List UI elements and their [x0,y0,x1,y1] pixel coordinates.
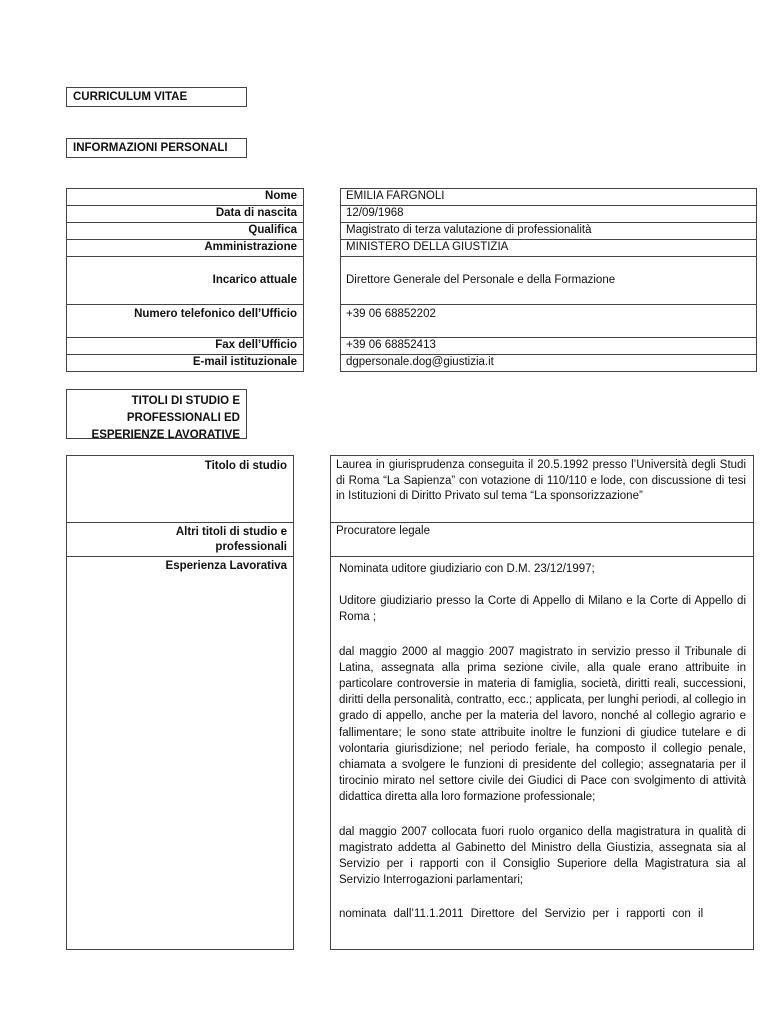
studies-header: TITOLI DI STUDIO E PROFESSIONALI ED ESPERIENZE LAVORATIVE [66,389,247,439]
cv-title: CURRICULUM VITAE [66,87,247,107]
row-data-nascita [67,206,757,223]
personal-info-header: INFORMAZIONI PERSONALI [66,138,247,158]
value-titolo-studio: Laurea in giurisprudenza conseguita il 20.5.1992 presso l’Università degli Studi di Roma “La Sapienza” con votazione di 110/110 e lode, con discussione di tesi in Istituzioni di Diritto Privato sul tema “La sponsorizzazione” [331,456,754,523]
value-altri-titoli: Procuratore legale [331,523,754,557]
experience-paragraph: Uditore giudiziario presso la Corte di Appello di Milano e la Corte di Appello di Roma ; [339,595,746,624]
row-email [67,355,757,372]
row-telefono [67,305,757,338]
row-amministrazione [67,240,757,257]
experience-paragraph: nominata dall’11.1.2011 Direttore del Servizio per i rapporti con il [339,908,704,921]
row-incarico [67,257,757,305]
row-nome [67,189,757,206]
value-telefono: +39 06 68852202 [341,305,757,338]
row-fax [67,338,757,355]
label-esperienza: Esperienza Lavorativa [67,557,294,950]
personal-info-table [66,188,757,372]
row-esperienza [67,557,754,950]
label-titolo-studio: Titolo di studio [67,456,294,523]
label-fax: Fax dell’Ufficio [67,338,304,355]
value-data-nascita: 12/09/1968 [341,206,757,223]
row-qualifica [67,223,757,240]
value-incarico: Direttore Generale del Personale e della Formazione [341,257,757,305]
label-nome: Nome [67,189,304,206]
value-qualifica: Magistrato di terza valutazione di professionalità [341,223,757,240]
label-amministrazione: Amministrazione [67,240,304,257]
label-email: E-mail istituzionale [67,355,304,372]
studies-table [66,455,754,950]
value-esperienza [331,557,754,950]
experience-paragraph: dal maggio 2007 collocata fuori ruolo organico della magistratura in qualità di magistrato addetta al Gabinetto del Ministro della Giustizia, assegnata sia al Servizio per i rapporti con il Consiglio Superiore della Magistratura sia al Servizio Interrogazioni parlamentari; [339,825,746,887]
label-data-nascita: Data di nascita [67,206,304,223]
value-email: dgpersonale.dog@giustizia.it [341,355,757,372]
experience-paragraph: dal maggio 2000 al maggio 2007 magistrato in servizio presso il Tribunale di Latina, assegnata alla prima sezione civile, alla quale erano attribuite in particolare controversie in materia di famiglia, società, diritti reali, successioni, diritti della personalità, contratto, ecc.; applicata, per lunghi periodi, al collegio in grado di appello, anche per la materia del lavoro, nonché al collegio agrario e fallimentare; le sono state attribuite inoltre le funzioni di giudice tutelare e di volontaria giurisdizione; nel periodo feriale, ha composto il collegio penale, chiamata a svolgere le funzioni di presidente del collegio; assegnataria per il tirocinio mirato nel settore civile dei Giudici di Pace con svolgimento di attività didattica diretta alla loro formazione professionale; [339,645,746,804]
label-altri-titoli: Altri titoli di studio e professionali [67,523,294,557]
value-nome: EMILIA FARGNOLI [341,189,757,206]
label-qualifica: Qualifica [67,223,304,240]
label-telefono: Numero telefonico dell’Ufficio [67,305,304,338]
value-fax: +39 06 68852413 [341,338,757,355]
value-amministrazione: MINISTERO DELLA GIUSTIZIA [341,240,757,257]
label-incarico: Incarico attuale [67,257,304,305]
row-titolo-studio [67,456,754,523]
row-altri-titoli [67,523,754,557]
experience-paragraph: Nominata uditore giudiziario con D.M. 23/12/1997; [339,563,595,575]
